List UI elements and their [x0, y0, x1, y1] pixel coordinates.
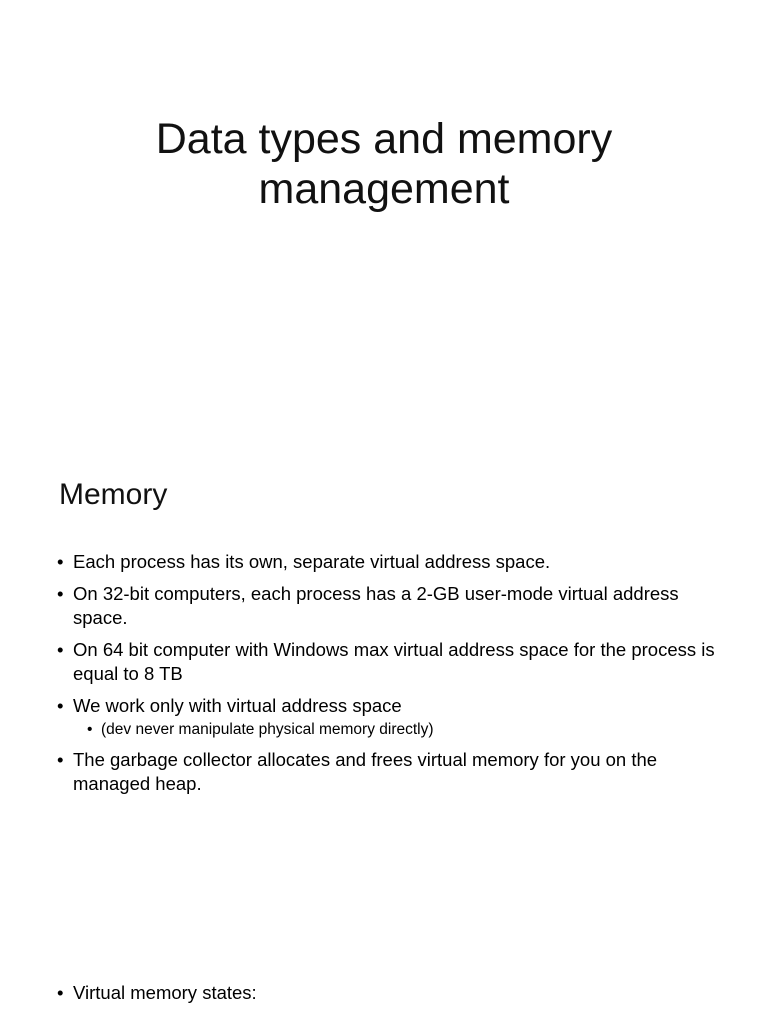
bullet-list-continued	[57, 981, 717, 1013]
bullet-item: • The garbage collector allocates and frees virtual memory for you on the managed heap.	[57, 748, 717, 796]
bullet-item: • Each process has its own, separate virtual address space.	[57, 550, 717, 574]
sub-bullet-item: • (dev never manipulate physical memory directly)	[73, 720, 717, 740]
section-heading: Memory	[59, 478, 168, 511]
slide-title	[0, 114, 768, 214]
bullet-item: • Virtual memory states:	[57, 981, 717, 1005]
sub-bullet-list	[73, 720, 717, 740]
slide-title-line-1: Data types and memory	[155, 115, 613, 163]
bullet-item-text: We work only with virtual address space	[73, 695, 402, 716]
bullet-item	[57, 694, 717, 740]
bullet-item: • On 64 bit computer with Windows max virtual address space for the process is equal to 8 TB	[57, 638, 717, 686]
slide-title-line-2: management	[258, 165, 510, 213]
bullet-list	[57, 550, 717, 804]
bullet-item: • On 32-bit computers, each process has a 2-GB user-mode virtual address space.	[57, 582, 717, 630]
